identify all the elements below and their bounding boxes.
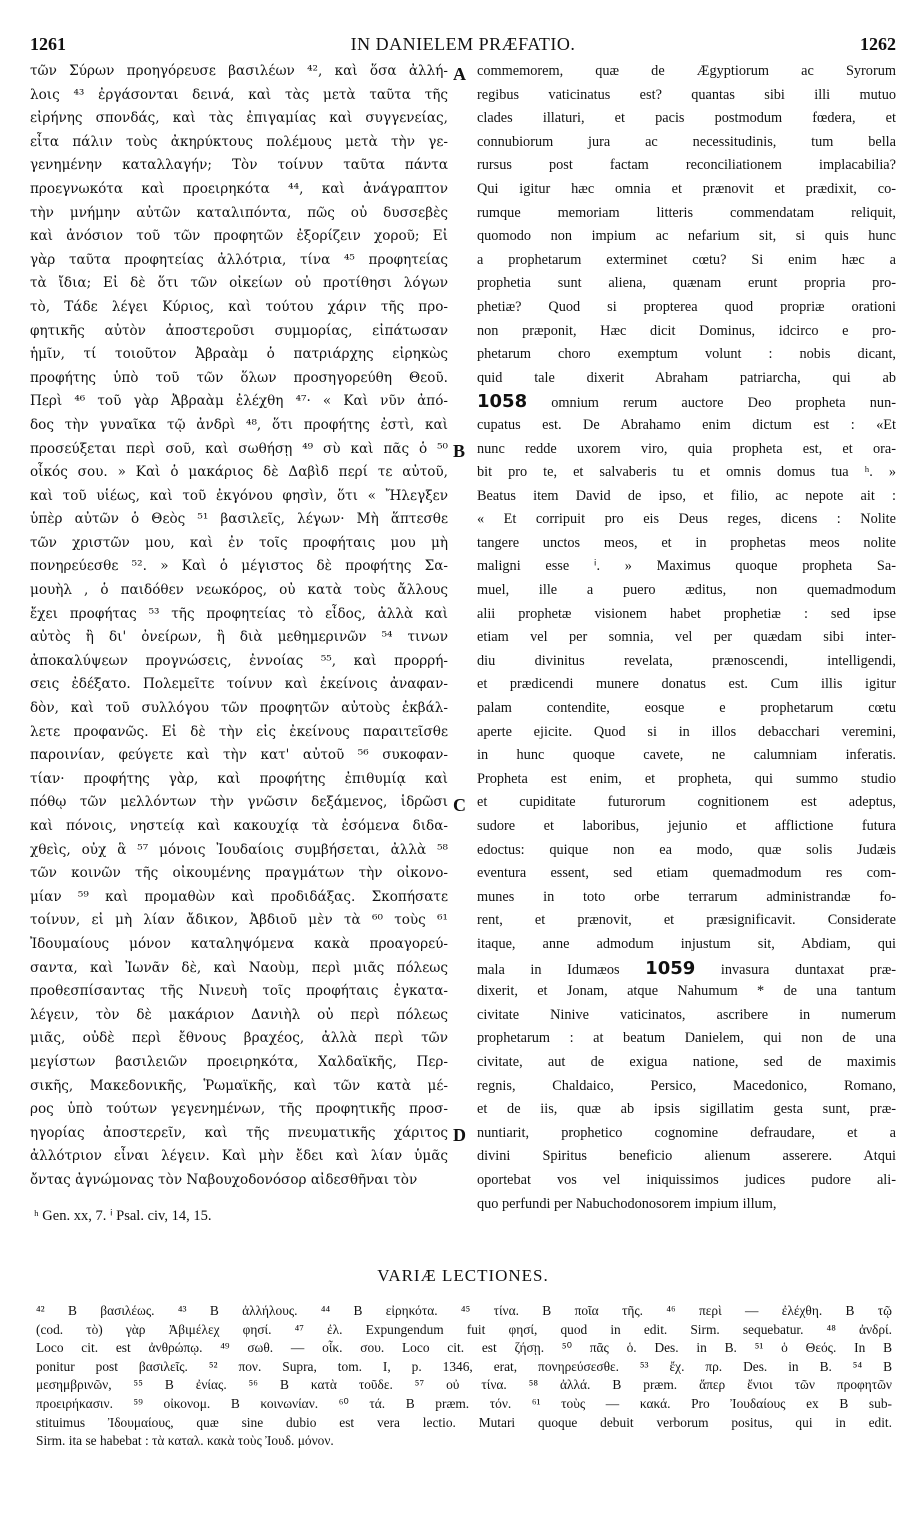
latin-text-line: quid tale dixerit Abraham patriarcha, qui ab bbox=[477, 369, 896, 386]
greek-text-line: τίαν· προφήτης γὰρ, καὶ προφήτης ἐπιθυμίᾳ καὶ bbox=[30, 770, 448, 787]
page-header bbox=[30, 34, 896, 60]
greek-text-line: αὐτὸς ἢ δι' ὀνείρων, ἢ διὰ μεθημερινῶν ⁵⁴ τινων bbox=[30, 629, 448, 646]
variant-reading-line: ponitur post βασιλεῖς. ⁵² πον. Supra, tom. I, p. 1346, erat, πονηρεύσεσθε. ⁵³ ἔχ. πρ. Des. in B. ⁵⁴ B bbox=[36, 1358, 892, 1374]
latin-text-line: connubiorum jura ac necessitudinis, tum bella bbox=[477, 133, 896, 150]
latin-text-line: phetiæ? Quod si propterea quod propriæ orationi bbox=[477, 298, 896, 315]
right-page-number: 1262 bbox=[860, 34, 896, 54]
greek-text-line: μουὴλ , ὁ παιδόθεν νεωκόρος, οὐ κατὰ τοὺς ἄλλους bbox=[30, 582, 448, 599]
margin-letter-a: A bbox=[453, 64, 466, 84]
latin-text-line: rursus post factam reconciliationem implacabilia? bbox=[477, 157, 896, 174]
greek-text-line: γὰρ ταῦτα προφητείας ἀλλότρια, τίνα ⁴⁵ προφητείας bbox=[30, 251, 448, 268]
latin-text-line: nuntiarit, prophetico cognomine defraudare, et a bbox=[477, 1124, 896, 1141]
greek-text-line: παροινίαν, φεύγετε καὶ τὴν κατ' αὐτοῦ ⁵⁶ συκοφαν- bbox=[30, 747, 448, 764]
greek-text-line: μιᾶς, οὐδὲ περὶ ἔθνους βραχέος, ἀλλὰ περὶ τῶν bbox=[30, 1030, 448, 1047]
latin-text-line: prophetia sunt aliena, quænam erunt propria pro- bbox=[477, 275, 896, 292]
latin-text-line: et de iis, quæ ab ipsis sigillatim gesta sunt, præ- bbox=[477, 1101, 896, 1118]
margin-letter-c: C bbox=[453, 795, 466, 815]
latin-text-line: tangere unctos meos, et in prophetas meos nolite bbox=[477, 534, 896, 551]
latin-text-line: Propheta est enim, et propheta, qui summo studio bbox=[477, 770, 896, 787]
latin-text-line: oportebat vos vel iniquissimos judices pudore ali- bbox=[477, 1171, 896, 1188]
latin-text-line: civitate, aut de exigua natione, sed de maximis bbox=[477, 1053, 896, 1070]
latin-text-line: aperte ejicite. Quod si in illos debacchari veremini, bbox=[477, 723, 896, 740]
greek-text-line: μίαν ⁵⁹ καὶ προμαθὼν καὶ προδιδάξας. Σκοπήσατε bbox=[30, 888, 448, 905]
latin-text-line: bit pro te, et salvaberis tu et omnis domus tua ʰ. » bbox=[477, 464, 896, 481]
latin-text-line: maligni esse ⁱ. » Maximus quoque propheta Sa- bbox=[477, 558, 896, 575]
greek-text-line: τὸ, Τάδε λέγει Κύριος, καὶ τούτου χάριν τῆς προ- bbox=[30, 298, 448, 315]
greek-text-line: ὑπὲρ αὐτῶν ὁ Θεὸς ⁵¹ βασιλεῖς, λέγων· Μὴ ἅπτεσθε bbox=[30, 511, 448, 528]
greek-text-line: μεγίστων βασιλειῶν προειρηκότα, Χαλδαϊκῆς, Περ- bbox=[30, 1053, 448, 1070]
greek-text-line: χθεὶς, οὐχ ἃ ⁵⁷ μόνοις Ἰουδαίοις συμβήσεται, ἀλλὰ ⁵⁸ bbox=[30, 841, 448, 858]
latin-text-line: in hunc quoque cavete, ne calumniam inferatis. bbox=[477, 747, 896, 764]
greek-text-line: πόθῳ τῶν μελλόντων τὴν γνῶσιν δεξάμενος, ἱδρῶσι bbox=[30, 794, 448, 811]
greek-text-line: προφήτης ὑπὸ τοῦ τῶν ὅλων προσηγορεύθη Θεοῦ. bbox=[30, 369, 448, 386]
greek-text-line: καὶ πόνοις, νηστείᾳ καὶ κακουχίᾳ τὰ ἐσόμενα διδα- bbox=[30, 818, 448, 834]
latin-text-line: rumque memoriam litteris commendatam reliquit, bbox=[477, 204, 896, 221]
latin-column bbox=[477, 60, 896, 1216]
latin-text-line: cupatus est. De Abrahamo enim dictum est : «Et bbox=[477, 416, 896, 433]
greek-text-line: προθεσπίσαντας τῆς Νινευὴ τοῖς προφήταις ἐγκατα- bbox=[30, 983, 448, 1000]
greek-text-line: λέγειν, τὸν δὲ μακάριον Δανιὴλ οὐ περὶ πόλεως bbox=[30, 1006, 448, 1023]
latin-text-line: nunc redde uxorem viro, quia propheta est, et ora- bbox=[477, 440, 896, 457]
greek-text-line: δος τὴν γυναῖκα τῷ ἀνδρὶ ⁴⁸, ὅτι προφήτης ἐστὶ, καὶ bbox=[30, 416, 448, 433]
latin-text-line: diu divinitus revelata, prænoscendi, intelligendi, bbox=[477, 652, 896, 669]
variant-reading-line: μεσημβρινῶν, ⁵⁵ B ἐνίας. ⁵⁶ B κατὰ τοῦδε. ⁵⁷ οὐ τίνα. ⁵⁸ ἀλλά. B præm. ἅπερ ἔνιοι τῶν προφητῶν bbox=[36, 1377, 892, 1393]
greek-text-line: σικῆς, Μακεδονικῆς, Ῥωμαϊκῆς, καὶ τῶν κατὰ μέ- bbox=[30, 1077, 448, 1094]
latin-text-line: eventura essent, sed etiam quemadmodum res com- bbox=[477, 865, 896, 882]
latin-text-line: rent, et prænovit, et præsignificavit. Considerate bbox=[477, 912, 896, 929]
left-page-number: 1261 bbox=[30, 34, 66, 54]
latin-text-line: quomodo non impium ac nefarium sit, si quis hunc bbox=[477, 228, 896, 245]
greek-text-line: Ἰδουμαίους μόνον καταληψόμενα κακὰ προαγορεύ- bbox=[30, 935, 448, 952]
latin-text-line: itaque, anne admodum injustum sit, Abdiam, qui bbox=[477, 935, 896, 952]
greek-text-line: προσεύξεται περὶ σοῦ, καὶ σωθήσῃ ⁴⁹ σὺ καὶ πᾶς ὁ ⁵⁰ bbox=[30, 440, 448, 457]
greek-text-line: ηγορίας ἀποστερεῖν, καὶ τῆς πνευματικῆς χάριτος bbox=[30, 1124, 448, 1141]
greek-text-line: λοις ⁴³ ἐργάσονται δεινά, καὶ τὰς μετὰ ταῦτα τῆς bbox=[30, 86, 448, 103]
variant-reading-line: Loco cit. est ἀνθρώπῳ. ⁴⁹ σωθ. — οἶκ. σου. Loco cit. est ζήσῃ. ⁵⁰ πᾶς ὁ. Des. in B. ⁵¹ ὁ Θεός. In B bbox=[36, 1340, 892, 1356]
running-title: IN DANIELEM PRÆFATIO. bbox=[350, 34, 576, 54]
latin-text-line: muel, ille a puero æditus, non quemadmodum bbox=[477, 582, 896, 599]
greek-text-line: ἡμῖν, τί τοιοῦτον Ἀβραὰμ ὁ πατριάρχης εἰρηκὼς bbox=[30, 346, 448, 363]
scripture-footnotes: ʰ Gen. xx, 7. ⁱ Psal. civ, 14, 15. bbox=[34, 1208, 212, 1224]
latin-text-line: palam contendite, eosque e prophetarum cœtu bbox=[477, 700, 896, 717]
greek-text-line: ὄντας ἀγνώμονας τὸν Ναβουχοδονόσορ αἰδεσθῆναι τὸν bbox=[30, 1171, 418, 1188]
latin-text-line: clades illaturi, et pacis postmodum fœdera, et bbox=[477, 110, 896, 127]
latin-text-line: commemorem, quæ de Ægyptiorum ac Syrorum bbox=[477, 63, 896, 79]
greek-text-line: ἀλλότριον εἶναι λέγειν. Καὶ μὴν ἔδει καὶ λίαν ὑμᾶς bbox=[30, 1148, 448, 1165]
greek-text-line: τὴν μνήμην αὐτῶν καταλιπόντα, πῶς οὐ δυσσεβὲς bbox=[30, 204, 448, 221]
greek-text-line: πονηρεύεσθε ⁵². » Καὶ ὁ μέγιστος δὲ προφήτης Σα- bbox=[30, 558, 448, 575]
latin-text-line: non præponit, Hæc dicit Dominus, idcirco e pro- bbox=[477, 322, 896, 339]
greek-text-line: γενημένην καταλλαγήν; Τὸν τοίνυν ταῦτα πάντα bbox=[30, 157, 448, 174]
latin-text-line: sudore et laboribus, jejunio et afflictione futura bbox=[477, 818, 896, 834]
greek-text-line: εἶτα πάλιν τοὺς ἀκηρύκτους πολέμους μετὰ τὴν γε- bbox=[30, 133, 448, 150]
latin-text-line: et cupiditate futurorum cognitionem est adeptus, bbox=[477, 794, 896, 811]
greek-text-line: τοίνυν, εἰ μὴ λίαν ἄδικον, Ἀβδιοῦ μὲν τὰ ⁶⁰ τοὺς ⁶¹ bbox=[30, 912, 448, 929]
variae-lectiones bbox=[36, 1302, 892, 1451]
latin-text-line: civitate Ninive vaticinatos, ascribere in numerum bbox=[477, 1006, 896, 1023]
latin-text-line: divini Spiritus beneficio alienum asserere. Atqui bbox=[477, 1148, 896, 1165]
text-columns bbox=[30, 60, 896, 1212]
margin-letter-d: D bbox=[453, 1125, 466, 1145]
greek-text-line: τῶν χριστῶν μου, καὶ ἐν τοῖς προφήταις μου μὴ bbox=[30, 534, 448, 551]
page bbox=[30, 34, 896, 1449]
greek-text-line: ρος ὑπὸ τούτων γεγενημένων, τῆς προφητικῆς προσ- bbox=[30, 1101, 448, 1118]
latin-text-line: alii prophetæ visionem habet prophetiæ : sed ipse bbox=[477, 605, 896, 622]
latin-text-line: regnis, Chaldaico, Persico, Macedonico, Romano, bbox=[477, 1077, 896, 1094]
latin-text-line: dixerit, et Jonam, atque Nahumum * de una tantum bbox=[477, 983, 896, 1000]
latin-text-line: etiam vel per somnia, vel per quædam sibi inter- bbox=[477, 629, 896, 646]
greek-text-line: τῶν Σύρων προηγόρευσε βασιλέων ⁴², καὶ ὅσα ἀλλή- bbox=[30, 63, 448, 79]
greek-text-line: ἀποκαλύψεων προγνώσεις, ἐννοίας ⁵⁵, καὶ προρρή- bbox=[30, 652, 448, 669]
variant-reading-line: stituimus Ἰδουμαίους, quæ sine dubio est vera lectio. Mutari quoque debuit verborum positus, qui in edit. bbox=[36, 1414, 892, 1430]
latin-text-line: prophetarum : at beatum Danielem, qui non de una bbox=[477, 1030, 896, 1047]
greek-column bbox=[30, 60, 448, 1193]
latin-text-line: a prophetarum exterminet cœtu? Si enim hæc a bbox=[477, 251, 896, 268]
latin-text-line: mala in Idumæos 1059 invasura duntaxat præ- bbox=[477, 957, 896, 979]
latin-text-line: et prædicendi munere donatus est. Cum illis igitur bbox=[477, 676, 896, 693]
latin-text-line: phetarum choro exemptum volunt : nobis dicant, bbox=[477, 346, 896, 363]
latin-text-line: 1058 omnium rerum auctore Deo propheta nun- bbox=[477, 391, 896, 413]
greek-text-line: λετε προφανῶς. Εἰ δὲ τὴν εἰς ἐκείνους παραιτεῖσθε bbox=[30, 723, 448, 740]
latin-text-line: Qui igitur hæc omnia et prænovit et prædixit, co- bbox=[477, 180, 896, 197]
greek-text-line: εἰρήνης σπονδάς, καὶ τὰς ἐπιγαμίας καὶ συγγενείας, bbox=[30, 110, 448, 127]
latin-text-line: edoctus: quique non ea modo, quæ solis Judæis bbox=[477, 841, 896, 858]
latin-text-line: regibus vaticinatus est? quantas sibi illi mutuo bbox=[477, 86, 896, 103]
latin-text-line: Beatus item David de ipso, et filio, ac nepote ait : bbox=[477, 487, 896, 504]
greek-text-line: ἔχει προφήτας ⁵³ τῆς προφητείας τὸ εἶδος, ἀλλὰ καὶ bbox=[30, 605, 448, 622]
latin-text-line: « Et corripuit pro eis Deus reges, dicens : Nolite bbox=[477, 511, 896, 528]
greek-text-line: προεγνωκότα καὶ προειρηκότα ⁴⁴, καὶ ἀνάγραπτον bbox=[30, 180, 448, 197]
greek-text-line: σαντα, καὶ Ἰωνᾶν δὲ, καὶ Ναοὺμ, περὶ μιᾶς πόλεως bbox=[30, 959, 448, 976]
variant-reading-line: ⁴² B βασιλέως. ⁴³ B ἀλλήλους. ⁴⁴ B εἰρηκότα. ⁴⁵ τίνα. B ποῖα τῆς. ⁴⁶ περὶ — ἐλέχθη. B τῷ bbox=[36, 1303, 892, 1318]
greek-text-line: οἶκός σου. » Καὶ ὁ μακάριος δὲ Δαβὶδ περί τε αὐτοῦ, bbox=[30, 464, 448, 481]
variant-reading-line: Sirm. ita se habebat : τὰ καταλ. κακὰ τοὺς Ἰουδ. μόνον. bbox=[36, 1433, 334, 1449]
greek-text-line: σεις ἐδέξατο. Πολεμεῖτε τοίνυν καὶ ἐκείνοις ἀναφαν- bbox=[30, 676, 448, 693]
variae-lectiones-title: VARIÆ LECTIONES. bbox=[377, 1266, 549, 1285]
greek-text-line: δὸν, καὶ τοῦ συλλόγου τῶν προφητῶν αὐτοὺς ἐκβάλ- bbox=[30, 700, 448, 717]
greek-text-line: φητικῆς αὐτὸν ἀποστεροῦσι συμμορίας, εἰπάτωσαν bbox=[30, 322, 448, 339]
column-number: 1058 bbox=[477, 391, 528, 413]
variant-reading-line: (cod. τὸ) γὰρ Ἀβιμέλεχ φησί. ⁴⁷ ἐλ. Expungendum fuit φησί, quod in edit. Sirm. sequebatur. ⁴⁸ ἀνδρί. bbox=[36, 1321, 892, 1337]
greek-text-line: τῶν κοινῶν τῆς οἰκουμένης πραγμάτων τὴν οἰκονο- bbox=[30, 865, 448, 882]
latin-text-line: munes in toto orbe terrarum administrandæ fo- bbox=[477, 888, 896, 905]
greek-text-line: τὰ ἴδια; Εἰ δὲ ὅτι τῶν οἰκείων οὐ προτίθησι λόγων bbox=[30, 275, 448, 292]
greek-text-line: Περὶ ⁴⁶ τοῦ γὰρ Ἀβραὰμ ἐλέχθη ⁴⁷· « Καὶ νῦν ἀπό- bbox=[30, 393, 448, 410]
variant-reading-line: προειρήκασιν. ⁵⁹ οἰκονομ. B κοινωνίαν. ⁶⁰ τά. B præm. τόν. ⁶¹ τοὺς — κακά. Pro Ἰουδαίους ex B sub- bbox=[36, 1395, 892, 1411]
greek-text-line: καὶ τοῦ υἱέως, καὶ τοῦ ἐκγόνου φησὶν, ὅτι « Ἤλεγξεν bbox=[30, 487, 448, 504]
column-number: 1059 bbox=[645, 957, 696, 979]
latin-text-line: quo perfundi per Nabuchodonosorem impium illum, bbox=[477, 1195, 777, 1212]
greek-text-line: καὶ ἀνόσιον τοῦ τῶν προφητῶν ἐξορίζειν χοροῦ; Εἰ bbox=[30, 228, 448, 245]
margin-letter-b: B bbox=[453, 441, 466, 461]
